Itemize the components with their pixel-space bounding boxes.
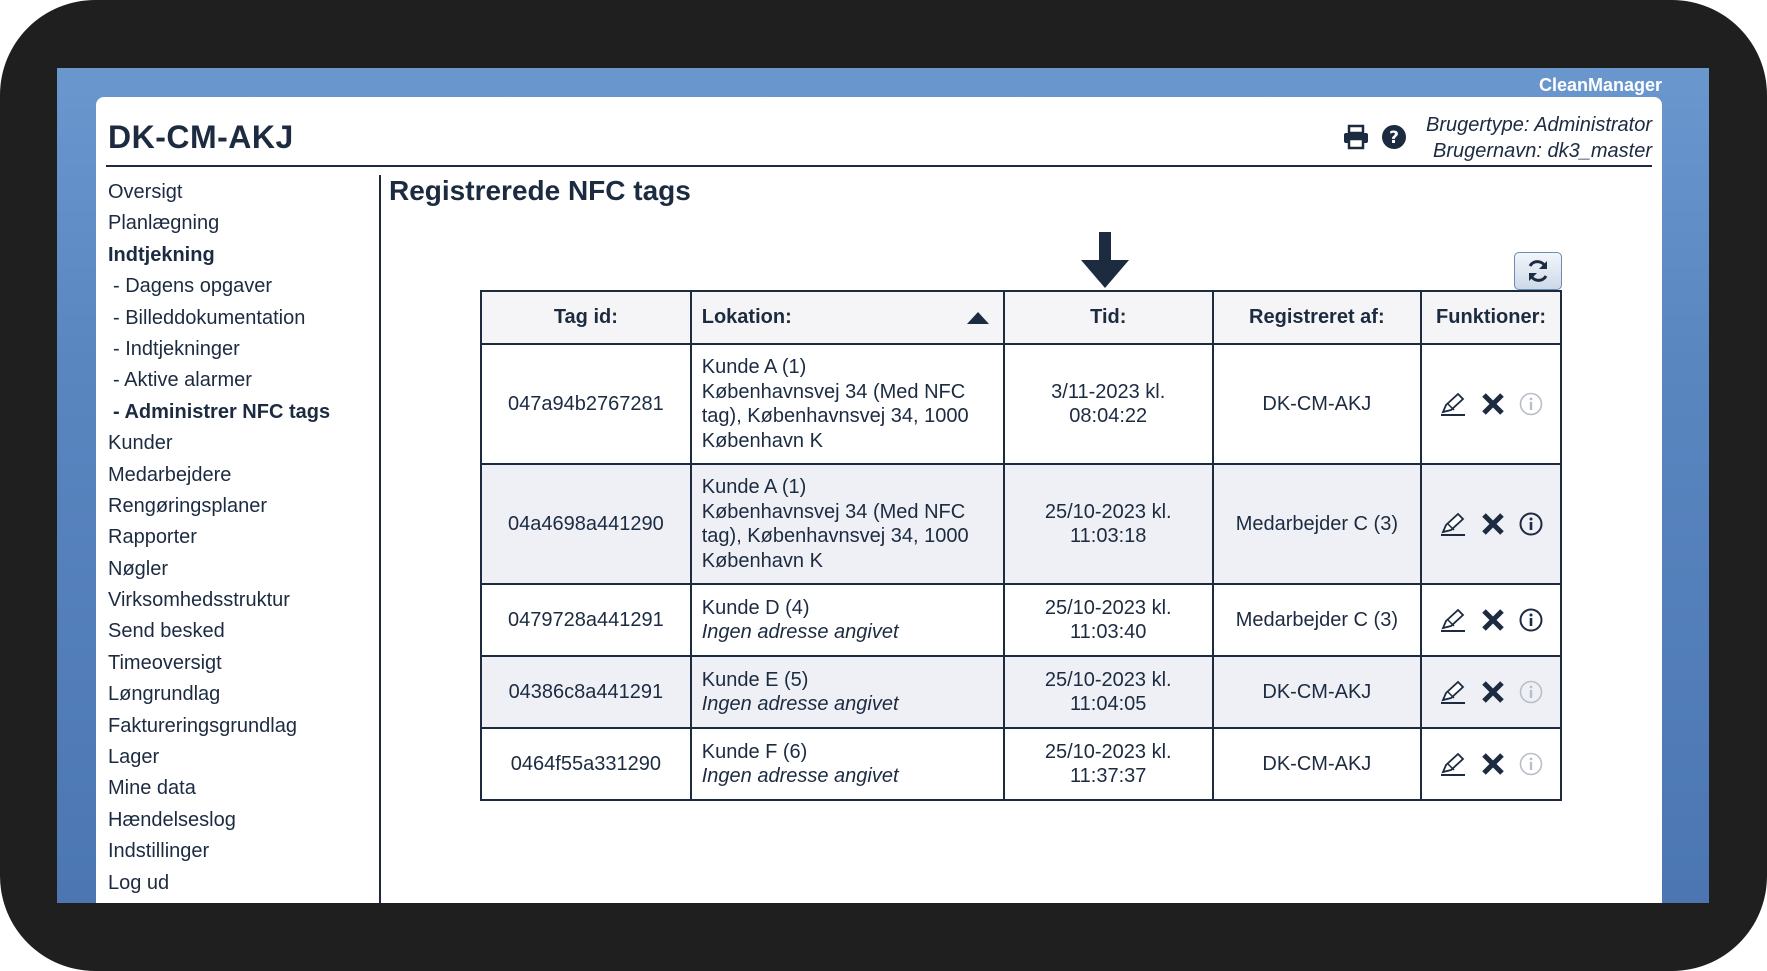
info-icon[interactable] <box>1519 512 1543 536</box>
edit-pencil-icon[interactable] <box>1439 607 1467 633</box>
location-customer: Kunde D (4) <box>701 596 810 619</box>
table-row <box>481 728 1561 800</box>
info-icon <box>1519 752 1543 776</box>
tag-id-cell: 04386c8a441291 <box>481 656 691 728</box>
column-header-tag-id[interactable]: Tag id: <box>481 291 691 344</box>
column-header-lokation[interactable] <box>691 291 1004 344</box>
sidebar-item-oversigt[interactable]: Oversigt <box>108 181 183 203</box>
site-title: DK-CM-AKJ <box>108 119 294 155</box>
svg-text:?: ? <box>1389 128 1399 148</box>
sidebar-item-haendelseslog[interactable]: Hændelseslog <box>108 808 236 831</box>
edit-pencil-icon[interactable] <box>1439 679 1467 705</box>
location-cell <box>691 464 1004 584</box>
main-panel <box>96 97 1662 903</box>
functions-cell <box>1421 584 1561 656</box>
functions-cell <box>1421 464 1561 584</box>
time-cell <box>1004 656 1213 728</box>
column-header-registreret-af[interactable]: Registreret af: <box>1213 291 1422 344</box>
location-cell <box>691 584 1004 656</box>
delete-x-icon[interactable] <box>1481 752 1505 776</box>
location-customer: Kunde F (6) <box>701 740 808 763</box>
sidebar-divider <box>379 175 381 903</box>
sidebar-nav <box>108 177 368 899</box>
location-cell <box>691 656 1004 728</box>
header-icons <box>1342 123 1408 151</box>
info-icon <box>1519 392 1543 416</box>
location-customer: Kunde A (1) <box>701 356 807 378</box>
edit-pencil-icon[interactable] <box>1439 391 1467 417</box>
sidebar-item-dagens-opgaver[interactable]: - Dagens opgaver <box>113 275 272 298</box>
location-address: Københavnsvej 34 (Med NFC tag), Københavnsvej 34, 1000 København K <box>701 380 969 452</box>
down-arrow-icon <box>1080 232 1130 295</box>
sidebar-item-indstillinger[interactable]: Indstillinger <box>108 840 210 863</box>
time-text: 25/10-2023 kl. 11:03:40 <box>1044 596 1172 643</box>
delete-x-icon[interactable] <box>1481 512 1505 536</box>
functions-cell <box>1421 728 1561 800</box>
sidebar-item-faktureringsgrundlag[interactable]: Faktureringsgrundlag <box>108 714 297 737</box>
sidebar-item-billeddokumentation[interactable]: - Billeddokumentation <box>113 306 306 329</box>
refresh-button[interactable] <box>1514 252 1562 290</box>
location-cell <box>691 728 1004 800</box>
location-customer: Kunde E (5) <box>701 668 809 691</box>
location-address: Ingen adresse angivet <box>701 621 899 643</box>
sidebar-item-indtjekning[interactable]: Indtjekning <box>108 243 215 266</box>
sidebar-item-planlaegning[interactable]: Planlægning <box>108 212 220 235</box>
table-row <box>481 656 1561 728</box>
location-address: Ingen adresse angivet <box>701 693 899 715</box>
location-address: Københavnsvej 34 (Med NFC tag), Københavnsvej 34, 1000 København K <box>701 500 969 572</box>
location-customer: Kunde A (1) <box>701 476 807 498</box>
table-row <box>481 584 1561 656</box>
registered-by-cell: DK-CM-AKJ <box>1213 656 1422 728</box>
info-icon[interactable] <box>1519 608 1543 632</box>
registered-by-cell: Medarbejder C (3) <box>1213 584 1422 656</box>
sidebar-item-rengoringsplaner[interactable]: Rengøringsplaner <box>108 494 267 517</box>
help-icon[interactable] <box>1380 123 1408 151</box>
sidebar-item-indtjekninger[interactable]: - Indtjekninger <box>113 337 240 360</box>
time-text: 25/10-2023 kl. 11:04:05 <box>1044 668 1172 715</box>
sidebar-item-log-ud[interactable]: Log ud <box>108 871 170 894</box>
brand-label: CleanManager <box>1538 75 1662 95</box>
refresh-icon <box>1525 258 1551 284</box>
location-cell <box>691 344 1004 464</box>
user-type: Brugertype: Administrator <box>1425 114 1652 136</box>
edit-pencil-icon[interactable] <box>1439 751 1467 777</box>
table-header-row <box>481 291 1561 344</box>
delete-x-icon[interactable] <box>1481 680 1505 704</box>
sidebar-item-lager[interactable]: Lager <box>108 746 160 769</box>
time-cell <box>1004 728 1213 800</box>
user-info <box>1426 112 1652 164</box>
time-text: 25/10-2023 kl. 11:37:37 <box>1044 740 1172 787</box>
browser-screen <box>57 68 1709 903</box>
column-header-tid[interactable]: Tid: <box>1004 291 1213 344</box>
time-cell <box>1004 584 1213 656</box>
nfc-tags-table <box>480 290 1562 801</box>
registered-by-cell: DK-CM-AKJ <box>1213 344 1422 464</box>
location-address: Ingen adresse angivet <box>701 765 899 787</box>
registered-by-cell: DK-CM-AKJ <box>1213 728 1422 800</box>
header-divider <box>106 165 1652 167</box>
tag-id-cell: 0479728a441291 <box>481 584 691 656</box>
user-name: Brugernavn: dk3_master <box>1432 140 1652 162</box>
delete-x-icon[interactable] <box>1481 392 1505 416</box>
sidebar-item-kunder[interactable]: Kunder <box>108 432 173 455</box>
sort-ascending-icon[interactable] <box>967 312 989 324</box>
functions-cell <box>1421 656 1561 728</box>
tag-id-cell: 0464f55a331290 <box>481 728 691 800</box>
registered-by-cell: Medarbejder C (3) <box>1213 464 1422 584</box>
page-title: Registrerede NFC tags <box>389 175 691 206</box>
time-cell <box>1004 344 1213 464</box>
sidebar-item-administrer-nfc-tags[interactable]: - Administrer NFC tags <box>113 400 331 423</box>
sidebar-item-nogler[interactable]: Nøgler <box>108 557 169 580</box>
time-text: 25/10-2023 kl. 11:03:18 <box>1044 500 1172 547</box>
sidebar-item-rapporter[interactable]: Rapporter <box>108 526 197 549</box>
column-header-lokation-label: Lokation: <box>701 306 792 328</box>
column-header-funktioner: Funktioner: <box>1421 291 1561 344</box>
sidebar-item-longrundlag[interactable]: Løngrundlag <box>108 683 221 706</box>
table-row <box>481 344 1561 464</box>
delete-x-icon[interactable] <box>1481 608 1505 632</box>
info-icon <box>1519 680 1543 704</box>
functions-cell <box>1421 344 1561 464</box>
print-icon[interactable] <box>1342 123 1370 151</box>
tag-id-cell: 047a94b2767281 <box>481 344 691 464</box>
table-row <box>481 464 1561 584</box>
time-cell <box>1004 464 1213 584</box>
sidebar-item-mine-data[interactable]: Mine data <box>108 777 196 800</box>
sidebar-item-aktive-alarmer[interactable]: - Aktive alarmer <box>113 369 252 392</box>
sidebar-item-virksomhedsstruktur[interactable]: Virksomhedsstruktur <box>108 589 290 612</box>
edit-pencil-icon[interactable] <box>1439 511 1467 537</box>
sidebar-item-medarbejdere[interactable]: Medarbejdere <box>108 463 232 486</box>
tag-id-cell: 04a4698a441290 <box>481 464 691 584</box>
sidebar-item-send-besked[interactable]: Send besked <box>108 620 225 643</box>
time-text: 3/11-2023 kl. 08:04:22 <box>1051 380 1166 427</box>
sidebar-item-timeoversigt[interactable]: Timeoversigt <box>108 651 222 674</box>
